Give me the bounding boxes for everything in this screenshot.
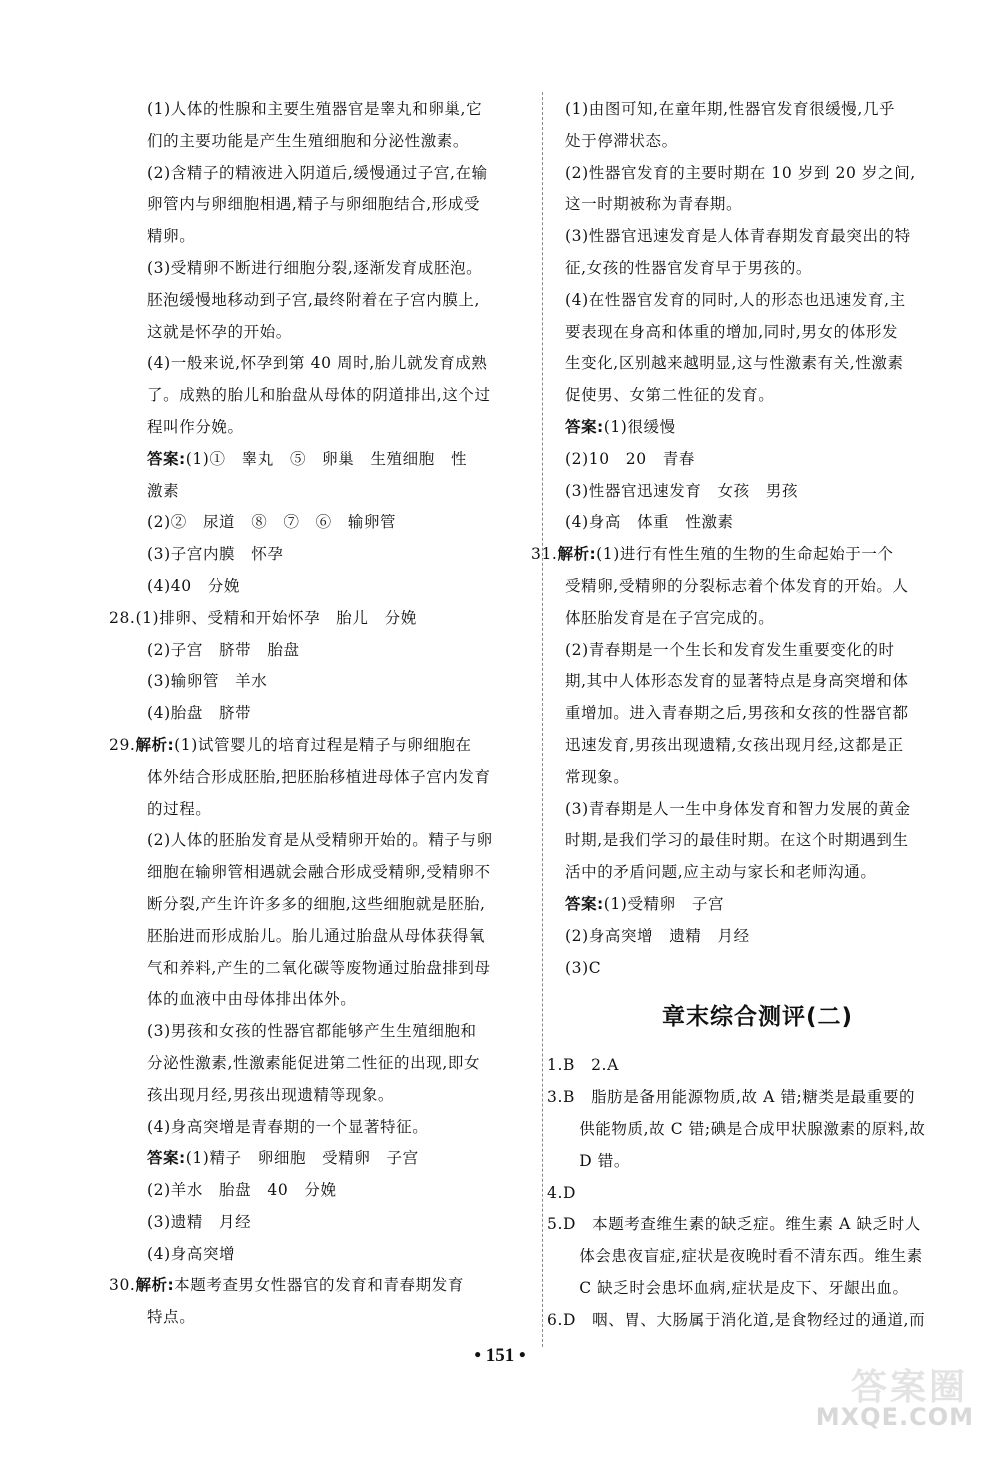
- text-line: (3)性器官迅速发育是人体青春期发育最突出的特: [565, 227, 911, 246]
- text-line: 的过程。: [147, 799, 212, 818]
- answer-line: (2)子宫 脐带 胎盘: [147, 640, 300, 659]
- text-line: 胚胎进而形成胎儿。胎儿通过胎盘从母体获得氧: [147, 926, 486, 945]
- q27-analysis: [147, 94, 527, 444]
- answer-label: 答案:: [565, 894, 604, 913]
- analysis-label: 解析:: [557, 545, 597, 564]
- answer-text: (1)① 睾丸 ⑤ 卵巢 生殖细胞 性: [185, 449, 468, 468]
- text-line: (1)由图可知,在童年期,性器官发育很缓慢,几乎: [565, 100, 896, 118]
- text-line: 重增加。进入青春期之后,男孩和女孩的性器官都: [565, 704, 909, 723]
- answer-line: [147, 444, 527, 476]
- text-line: 分泌性激素,性激素能促进第二性征的出现,即女: [147, 1053, 481, 1072]
- text-line: 胚泡缓慢地移动到子宫,最终附着在子宫内膜上,: [147, 290, 481, 309]
- answer-label: 答案:: [147, 449, 186, 468]
- q30-continued: [565, 94, 950, 539]
- quiz-line: 供能物质,故 C 错;碘是合成甲状腺激素的原料,故: [547, 1119, 926, 1138]
- text-line: (4)在性器官发育的同时,人的形态也迅速发育,主: [565, 290, 906, 309]
- answer-text: (1)排卵、受精和开始怀孕 胎儿 分娩: [135, 608, 417, 627]
- text-line: 程叫作分娩。: [147, 417, 244, 436]
- quiz-line: 4.D: [547, 1183, 577, 1202]
- q28: [109, 603, 527, 730]
- text-line: 征,女孩的性器官发育早于男孩的。: [565, 258, 813, 277]
- answer-line: 激素: [147, 481, 180, 500]
- right-column: [531, 94, 950, 1336]
- text-line: 活中的矛盾问题,应主动与家长和老师沟通。: [565, 863, 877, 882]
- answer-line: (3)输卵管 羊水: [147, 672, 268, 691]
- text-line: 这就是怀孕的开始。: [147, 322, 292, 341]
- analysis-label: 解析:: [135, 1276, 175, 1295]
- answer-line: (4)40 分娩: [147, 576, 240, 595]
- answer-line: (3)子宫内膜 怀孕: [147, 545, 284, 564]
- watermark-main-text: 答案圈: [850, 1367, 968, 1408]
- page-number: • 151 •: [474, 1345, 526, 1366]
- answer-line: (2)② 尿道 ⑧ ⑦ ⑥ 输卵管: [147, 513, 397, 532]
- question-line: [109, 730, 527, 762]
- quiz-line: 6.D 咽、胃、大肠属于消化道,是食物经过的通道,而: [547, 1310, 926, 1329]
- answer-text: (1)很缓慢: [603, 417, 676, 436]
- answer-label: 答案:: [565, 417, 604, 436]
- question-line: [109, 603, 527, 635]
- text-line: (3)青春期是人一生中身体发育和智力发展的黄金: [565, 799, 911, 818]
- watermark-logo: [790, 1359, 980, 1439]
- analysis-label: 解析:: [135, 735, 175, 754]
- question-number: 29.: [109, 735, 136, 754]
- text-line: (2)含精子的精液进入阴道后,缓慢通过子宫,在输: [147, 163, 488, 182]
- text-line: 受精卵,受精卵的分裂标志着个体发育的开始。人: [565, 576, 909, 595]
- answer-line: (2)身高突增 遗精 月经: [565, 926, 750, 945]
- text-line: 气和养料,产生的二氧化碳等废物通过胎盘排到母: [147, 958, 491, 977]
- text-line: 们的主要功能是产生生殖细胞和分泌性激素。: [147, 131, 470, 150]
- answer-line: (2)10 20 青春: [565, 449, 696, 468]
- text-line: 要表现在身高和体重的增加,同时,男女的体形发: [565, 322, 899, 341]
- text-line: (4)身高突增是青春期的一个显著特征。: [147, 1117, 429, 1136]
- text-line: 细胞在输卵管相遇就会融合形成受精卵,受精卵不: [147, 863, 491, 882]
- text-line: 期,其中人体形态发育的显著特点是身高突增和体: [565, 672, 909, 691]
- answer-line: (2)羊水 胎盘 40 分娩: [147, 1181, 337, 1200]
- analysis-text: 本题考查男女性器官的发育和青春期发育: [174, 1276, 464, 1295]
- left-column: [109, 94, 527, 1334]
- quiz-line: 体会患夜盲症,症状是夜晚时看不清东西。维生素: [547, 1247, 923, 1266]
- answer-line: [565, 412, 950, 444]
- text-line: 时期,是我们学习的最佳时期。在这个时期遇到生: [565, 831, 909, 850]
- question-line: [531, 539, 950, 571]
- text-line: (2)人体的胚胎发育是从受精卵开始的。精子与卵: [147, 831, 493, 850]
- text-line: (4)一般来说,怀孕到第 40 周时,胎儿就发育成熟: [147, 354, 488, 373]
- answer-line: [565, 889, 950, 921]
- text-line: (3)受精卵不断进行细胞分裂,逐渐发育成胚泡。: [147, 258, 483, 277]
- q31: [531, 539, 950, 984]
- text-line: (2)性器官发育的主要时期在 10 岁到 20 岁之间,: [565, 163, 916, 182]
- text-line: 体的血液中由母体排出体外。: [147, 990, 357, 1009]
- text-line: (2)青春期是一个生长和发育发生重要变化的时: [565, 640, 895, 659]
- text-line: 迅速发育,男孩出现遗精,女孩出现月经,这都是正: [565, 735, 904, 754]
- quiz-line: 5.D 本题考查维生素的缺乏症。维生素 A 缺乏时人: [547, 1215, 921, 1234]
- quiz-line: D 错。: [547, 1151, 630, 1170]
- question-line: [109, 1270, 527, 1302]
- answer-text: (1)精子 卵细胞 受精卵 子宫: [185, 1149, 419, 1168]
- text-line: 常现象。: [565, 767, 630, 786]
- text-line: (1)人体的性腺和主要生殖器官是睾丸和卵巢,它: [147, 100, 483, 118]
- analysis-text: (1)进行有性生殖的生物的生命起始于一个: [596, 545, 894, 564]
- text-line: 体胚胎发育是在子宫完成的。: [565, 608, 775, 627]
- text-line: 生变化,区别越来越明显,这与性激素有关,性激素: [565, 354, 904, 373]
- text-line: 这一时期被称为青春期。: [565, 195, 743, 214]
- answer-line: (3)遗精 月经: [147, 1212, 252, 1231]
- analysis-text: (1)试管婴儿的培育过程是精子与卵细胞在: [174, 735, 472, 754]
- text-line: 促使男、女第二性征的发育。: [565, 386, 775, 405]
- answer-line: [147, 1143, 527, 1175]
- quiz-line: 1.B 2.A: [547, 1056, 619, 1075]
- text-line: 体外结合形成胚胎,把胚胎移植进母体子宫内发育: [147, 767, 491, 786]
- question-number: 31.: [531, 545, 558, 564]
- q27-answer: [147, 444, 527, 603]
- answer-line: (4)胎盘 脐带: [147, 704, 252, 723]
- answer-line: (4)身高突增: [147, 1244, 236, 1263]
- q29: [109, 730, 527, 1271]
- text-line: 处于停滞状态。: [565, 131, 678, 150]
- text-line: 孩出现月经,男孩出现遗精等现象。: [147, 1085, 395, 1104]
- q30: [109, 1270, 527, 1334]
- answer-text: (1)受精卵 子宫: [603, 894, 725, 913]
- quiz-line: 3.B 脂肪是备用能源物质,故 A 错;糖类是最重要的: [547, 1088, 916, 1107]
- column-divider: [542, 92, 543, 1347]
- answer-line: (3)C: [565, 958, 602, 977]
- text-line: 特点。: [147, 1308, 196, 1327]
- text-line: (3)男孩和女孩的性器官都能够产生生殖细胞和: [147, 1022, 477, 1041]
- watermark-url-text: MXQE.COM: [815, 1403, 974, 1431]
- quiz-answers: [547, 1050, 950, 1336]
- answer-line: (3)性器官迅速发育 女孩 男孩: [565, 481, 799, 500]
- section-title: 章末综合测评(二): [661, 1004, 854, 1031]
- question-number: 28.: [109, 608, 136, 627]
- answer-line: (4)身高 体重 性激素: [565, 513, 734, 532]
- answer-label: 答案:: [147, 1149, 186, 1168]
- text-line: 精卵。: [147, 227, 196, 246]
- text-line: 断分裂,产生许许多多的细胞,这些细胞就是胚胎,: [147, 894, 486, 913]
- question-number: 30.: [109, 1276, 136, 1295]
- text-line: 了。成熟的胎儿和胎盘从母体的阴道排出,这个过: [147, 386, 491, 405]
- text-line: 卵管内与卵细胞相遇,精子与卵细胞结合,形成受: [147, 195, 481, 214]
- quiz-line: C 缺乏时会患坏血病,症状是皮下、牙龈出血。: [547, 1278, 909, 1297]
